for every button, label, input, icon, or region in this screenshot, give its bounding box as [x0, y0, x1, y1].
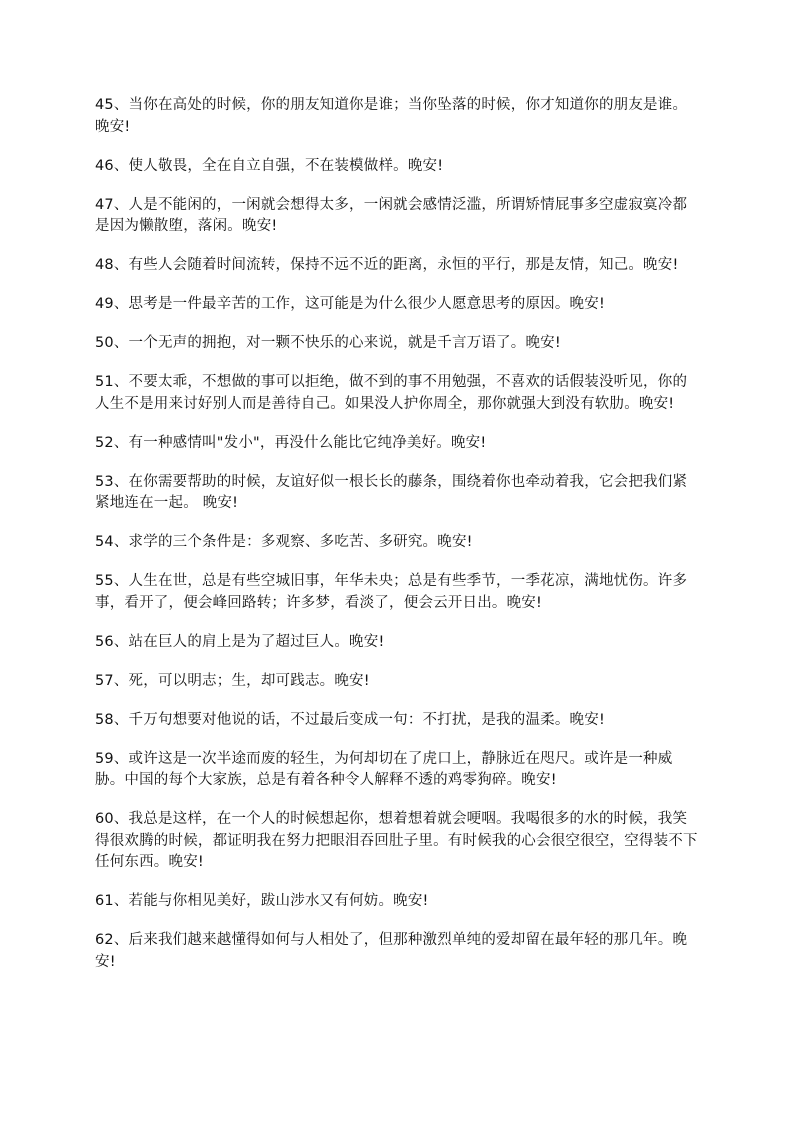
quote-paragraph: 60、我总是这样，在一个人的时候想起你，想着想着就会哽咽。我喝很多的水的时候，我笑得很欢腾的时候，都证明我在努力把眼泪吞回肚子里。有时候我的心会很空很空，空得装不下任何东西。晚安!: [95, 811, 698, 870]
quote-paragraph: 51、不要太乖，不想做的事可以拒绝，做不到的事不用勉强，不喜欢的话假装没听见，你的人生不是用来讨好别人而是善待自己。如果没人护你周全，那你就强大到没有软肋。晚安!: [95, 374, 688, 412]
quote-paragraph: 61、若能与你相见美好，跋山涉水又有何妨。晚安!: [95, 893, 429, 909]
quote-paragraph: 46、使人敬畏，全在自立自强，不在装模做样。晚安!: [95, 157, 444, 174]
quote-paragraph: 52、有一种感情叫"发小"，再没什么能比它纯净美好。晚安!: [95, 434, 487, 451]
quote-paragraph: 48、有些人会随着时间流转，保持不远不近的距离，永恒的平行，那是友情，知己。晚安!: [95, 257, 679, 273]
quote-paragraph: 62、后来我们越来越懂得如何与人相处了，但那种激烈单纯的爱却留在最年轻的那几年。晚安!: [95, 932, 688, 970]
quote-paragraph: 56、站在巨人的肩上是为了超过巨人。晚安!: [95, 633, 385, 650]
quote-paragraph: 59、或许这是一次半途而废的轻生，为何却切在了虎口上，静脉近在咫尺。或许是一种威胁。中国的每个大家族，总是有着各种令人解释不透的鸡零狗碎。晚安!: [95, 750, 673, 788]
quote-paragraph: 58、千万句想要对他说的话，不过最后变成一句：不打扰，是我的温柔。晚安!: [95, 711, 605, 728]
quote-paragraph: 54、求学的三个条件是：多观察、多吃苦、多研究。晚安!: [95, 534, 473, 550]
document-body: [95, 95, 699, 991]
quote-paragraph: 57、死，可以明志；生，却可践志。晚安!: [95, 672, 370, 689]
quote-paragraph: 45、当你在高处的时候，你的朋友知道你是谁；当你坠落的时候，你才知道你的朋友是谁。晚安!: [95, 97, 688, 135]
quote-paragraph: 49、思考是一件最辛苦的工作，这可能是为什么很少人愿意思考的原因。晚安!: [95, 296, 605, 312]
quote-paragraph: 53、在你需要帮助的时候，友谊好似一根长长的藤条，围绕着你也牵动着我，它会把我们紧紧地连在一起。 晚安!: [95, 473, 688, 511]
quote-paragraph: 50、一个无声的拥抱，对一颗不快乐的心来说，就是千言万语了。晚安!: [95, 335, 561, 351]
quote-paragraph: 55、人生在世，总是有些空城旧事，年华未央；总是有些季节，一季花凉，满地忧伤。许多事，看开了，便会峰回路转；许多梦，看淡了，便会云开日出。晚安!: [95, 573, 688, 611]
quote-paragraph: 47、人是不能闲的，一闲就会想得太多，一闲就会感情泛滥，所谓矫情屁事多空虚寂寞冷都是因为懒散堕，落闲。晚安!: [95, 196, 688, 234]
